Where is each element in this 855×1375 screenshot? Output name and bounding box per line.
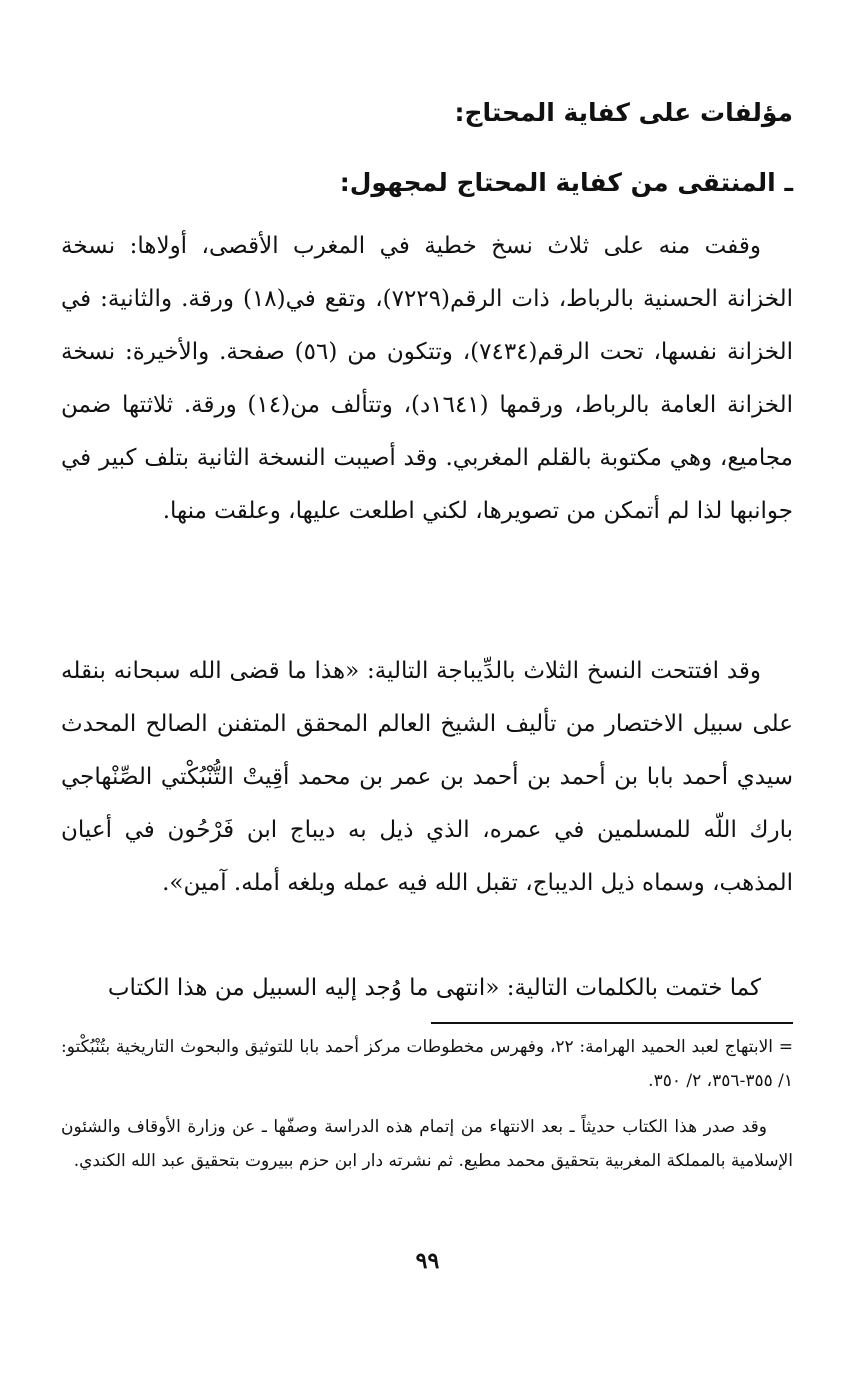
paragraph-text: كما ختمت بالكلمات التالية: «انتهى ما وُجد إليه السبيل من هذا الكتاب xyxy=(107,975,761,1001)
paragraph-text: وقفت منه على ثلاث نسخ خطية في المغرب الأقصى، أولاها: نسخة الخزانة الحسنية بالرباط، ذات الرقم(٧٢٢٩)، وتقع في(١٨) ورقة. والثانية: في الخزانة نفسها، تحت الرقم(٧٤٣٤)، وتتكون من (٥٦) صفحة. والأخيرة: نسخة الخزانة العامة بالرباط، ورقمها (١٦٤١د)، وتتألف من(١٤) ورقة. ثلاثتها ضمن مجاميع، وهي مكتوبة بالقلم المغربي. وقد أصيبت النسخة الثانية بتلف كبير في جوانبها لذا لم أتمكن من تصويرها، لكني اطلعت عليها، وعلقت منها. xyxy=(61,233,794,524)
footnote-text: = الابتهاج لعبد الحميد الهرامة: ٢٢، وفهرس مخطوطات مركز أحمد بابا للتوثيق والبحوث التاريخية بتُنْبُكْتو: ١/ ٣٥٥-٣٥٦، ٢/ ٣٥٠. xyxy=(61,1037,794,1091)
body-paragraph-ending xyxy=(61,962,793,1015)
footnote-separator xyxy=(431,1022,793,1024)
body-paragraph-manuscripts xyxy=(61,220,793,538)
section-title: مؤلفات على كفاية المحتاج: xyxy=(454,98,793,127)
footnote-continuation xyxy=(61,1030,793,1098)
subsection-title: ـ المنتقى من كفاية المحتاج لمجهول: xyxy=(339,168,793,197)
footnote-note xyxy=(61,1110,793,1178)
footnote-text: وقد صدر هذا الكتاب حديثاً ـ بعد الانتهاء من إتمام هذه الدراسة وصفّها ـ عن وزارة الأوقاف والشئون الإسلامية بالمملكة المغربية بتحقيق محمد مطيع. ثم نشرته دار ابن حزم ببيروت بتحقيق عبد الله الكندي. xyxy=(61,1117,793,1171)
body-paragraph-preamble xyxy=(61,645,793,910)
page-number: ٩٩ xyxy=(415,1248,440,1274)
paragraph-text: وقد افتتحت النسخ الثلاث بالدِّيباجة التالية: «هذا ما قضى الله سبحانه بنقله على سبيل الاختصار من تأليف الشيخ العالم المحقق المتفنن الصالح المحدث سيدي أحمد بابا بن أحمد بن أحمد بن عمر بن محمد أقِيتْ التُّنْبُكْتي الصِّنْهاجي بارك اللّه للمسلمين في عمره، الذي ذيل به ديباج ابن فَرْحُون في أعيان المذهب، وسماه ذيل الديباج، تقبل الله فيه عمله وبلغه أمله. آمين». xyxy=(61,658,793,896)
